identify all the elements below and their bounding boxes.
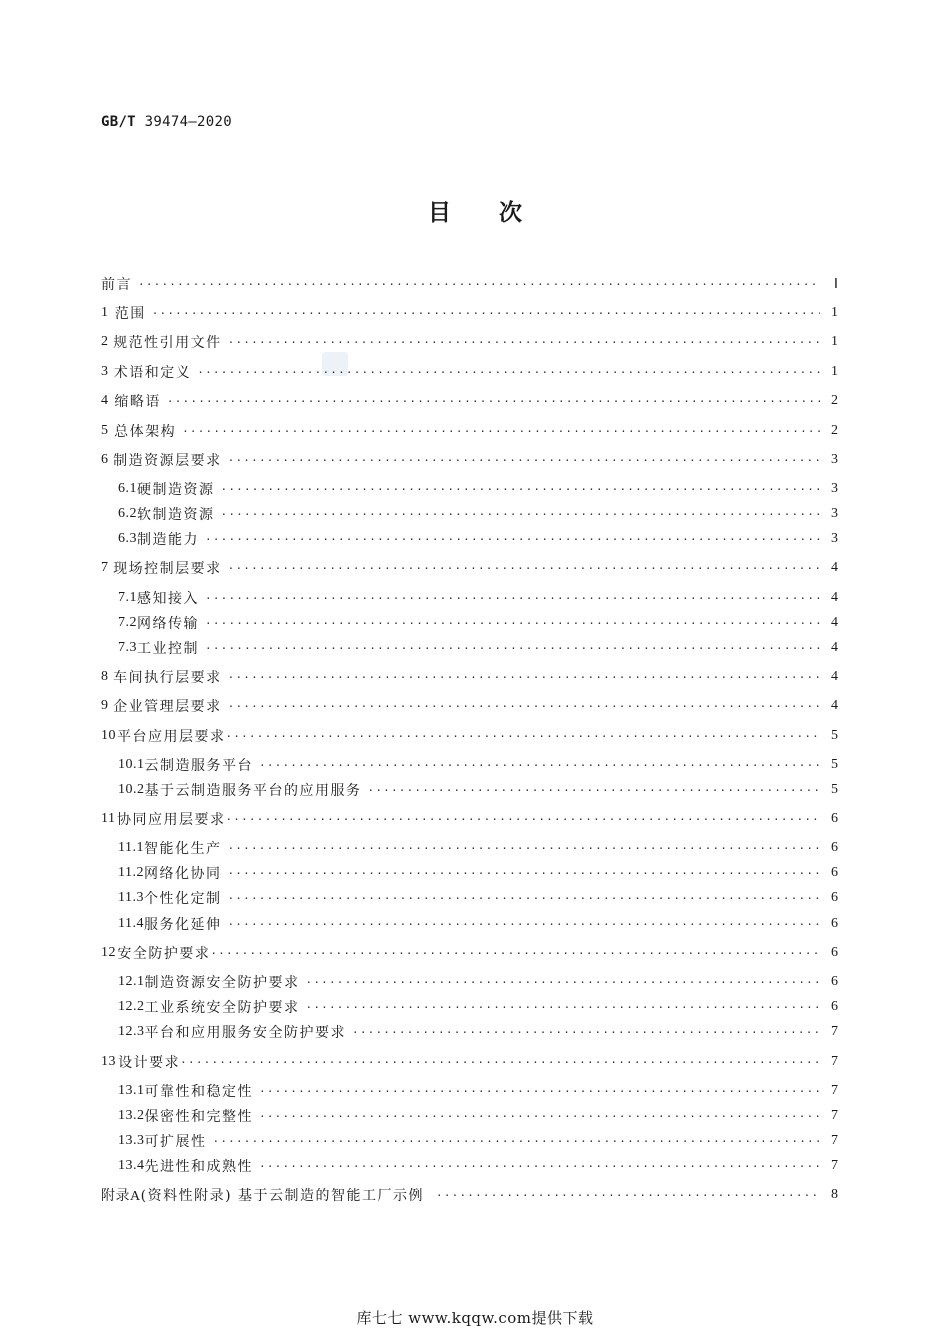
toc-entry-label: 网络化协同 (143, 866, 222, 882)
toc-entry-label: 制造能力 (137, 532, 199, 548)
toc-entry-label: 平台应用层要求 (116, 729, 226, 745)
toc-leader (227, 867, 820, 880)
toc-leader (259, 1110, 820, 1123)
toc-entry-number: 8 (101, 669, 109, 684)
toc-entry-number: 11.1 (118, 840, 144, 855)
toc-entry[interactable] (118, 478, 838, 500)
toc-entry-page: 1 (831, 364, 838, 379)
download-footer: 库七七 www.kqqw.com提供下载 (356, 1309, 594, 1327)
toc-entry-label: (资料性附录) 基于云制造的智能工厂示例 (140, 1188, 424, 1204)
toc-entry[interactable] (101, 695, 838, 717)
toc-entry-label: 硬制造资源 (137, 482, 215, 498)
toc-entry-label: 个性化定制 (143, 891, 222, 907)
toc-entry-label: 范围 (114, 306, 146, 322)
toc-entry-label: 云制造服务平台 (144, 758, 253, 774)
toc-leader (306, 1001, 821, 1014)
toc-entry-number: 3 (101, 364, 109, 379)
toc-entry[interactable] (101, 557, 838, 579)
toc-entry[interactable] (101, 1051, 838, 1073)
toc-entry-page: 1 (831, 334, 838, 349)
toc-entry-page: 5 (831, 782, 838, 797)
toc-entry[interactable] (101, 725, 838, 747)
toc-entry[interactable] (118, 637, 838, 659)
toc-entry-number: 6.3 (118, 531, 137, 546)
toc-leader (197, 366, 820, 379)
toc-leader (182, 425, 820, 438)
toc-entry[interactable] (118, 837, 838, 859)
toc-entry-label: 缩略语 (114, 394, 161, 410)
toc-entry-number: 11.2 (118, 865, 144, 880)
toc-entry[interactable] (118, 1130, 838, 1152)
toc-entry-page: 3 (831, 531, 838, 546)
toc-entry-number: 13.2 (118, 1108, 145, 1123)
toc-entry-page: 2 (831, 393, 838, 408)
toc-entry-label: 可靠性和稳定性 (144, 1084, 253, 1100)
toc-entry-number: 7.3 (118, 640, 137, 655)
toc-leader (227, 892, 820, 905)
toc-entry[interactable] (101, 942, 838, 964)
toc-entry[interactable] (101, 390, 838, 412)
toc-entry-page: 6 (831, 865, 838, 880)
toc-entry-page: 3 (831, 506, 838, 521)
toc-entry-label: 安全防护要求 (117, 946, 211, 962)
toc-entry-number: 5 (101, 423, 109, 438)
toc-entry-page: 6 (831, 999, 838, 1014)
toc-leader (228, 671, 820, 684)
toc-entry-label: 术语和定义 (113, 365, 192, 381)
toc-leader (228, 454, 820, 467)
toc-leader (259, 1160, 820, 1173)
toc-entry[interactable] (118, 1155, 838, 1177)
toc-entry-label: 制造资源安全防护要求 (144, 975, 300, 991)
toc-entry-number: 6.2 (118, 506, 137, 521)
toc-entry-page: 6 (831, 811, 838, 826)
toc-entry-label: 可扩展性 (144, 1134, 207, 1150)
toc-entry-number: 2 (101, 334, 109, 349)
toc-entry-page: 3 (831, 452, 838, 467)
toc-entry[interactable] (118, 913, 838, 935)
toc-entry[interactable] (101, 361, 838, 383)
toc-leader (221, 483, 821, 496)
toc-entry-page: 4 (831, 560, 838, 575)
toc-entry-label: 前言 (101, 277, 132, 293)
toc-leader (228, 336, 820, 349)
toc-entry-number: 11.3 (118, 890, 144, 905)
toc-leader (259, 1085, 820, 1098)
toc-entry[interactable] (118, 996, 838, 1018)
toc-entry-number: 1 (101, 305, 109, 320)
toc-entry-page: 6 (831, 890, 838, 905)
toc-leader (205, 617, 820, 630)
toc-leader (210, 947, 820, 960)
toc-leader (152, 307, 820, 320)
toc-entry-number: 13.1 (118, 1083, 145, 1098)
toc-entry-page: 1 (831, 305, 838, 320)
toc-leader (368, 784, 821, 797)
toc-entry-label: 协同应用层要求 (116, 812, 226, 828)
toc-entry-label: 智能化生产 (143, 841, 222, 857)
toc-entry-page: 2 (831, 423, 838, 438)
toc-leader (259, 759, 820, 772)
toc-entry-number: 7.2 (118, 615, 137, 630)
toc-title: 目次 (428, 200, 570, 226)
toc-entry-label: 软制造资源 (137, 507, 215, 523)
toc-entry-label: 基于云制造服务平台的应用服务 (144, 783, 362, 799)
toc-entry-page: 7 (831, 1108, 838, 1123)
toc-entry-label: 工业控制 (137, 641, 199, 657)
toc-entry-page: 7 (831, 1133, 838, 1148)
toc-entry-number: 4 (101, 393, 109, 408)
toc-entry-label: 设计要求 (118, 1055, 181, 1071)
toc-entry-label: 服务化延伸 (143, 917, 222, 933)
toc-entry[interactable] (118, 779, 838, 801)
toc-entry-page: 5 (831, 728, 838, 743)
toc-entry-label: 总体架构 (114, 424, 177, 440)
toc-entry-page: 6 (831, 916, 838, 931)
toc-leader (225, 813, 820, 826)
toc-entry-number: 13.4 (118, 1158, 145, 1173)
toc-entry-number: 12.1 (118, 974, 145, 989)
toc-entry-annex[interactable] (101, 1184, 838, 1206)
toc-entry[interactable] (118, 503, 838, 525)
toc-entry-label: 工业系统安全防护要求 (144, 1000, 300, 1016)
toc-leader (227, 918, 820, 931)
toc-entry-number: 6.1 (118, 481, 137, 496)
toc-entry-page: 4 (831, 640, 838, 655)
toc-entry[interactable] (118, 754, 838, 776)
toc-leader (205, 642, 820, 655)
toc-leader (138, 278, 820, 291)
toc-entry-label: 企业管理层要求 (113, 699, 222, 715)
toc-entry-page: 7 (831, 1024, 838, 1039)
toc-entry-page: 6 (831, 974, 838, 989)
toc-entry-number: 13 (101, 1054, 116, 1069)
toc-entry-number: 11 (101, 811, 116, 826)
toc-entry-label: 平台和应用服务安全防护要求 (144, 1025, 346, 1041)
toc-entry-number: 10.2 (118, 782, 145, 797)
toc-entry-page: 4 (831, 615, 838, 630)
toc-leader (221, 508, 821, 521)
toc-leader (227, 842, 820, 855)
toc-entry-label: 现场控制层要求 (113, 561, 222, 577)
toc-entry[interactable] (118, 1080, 838, 1102)
standard-code (101, 114, 232, 130)
toc-entry-label: 感知接入 (137, 591, 199, 607)
toc-leader (228, 562, 820, 575)
toc-entry-label: 制造资源层要求 (113, 453, 222, 469)
toc-entry[interactable] (101, 449, 838, 471)
toc-entry-number: 11.4 (118, 916, 144, 931)
toc-entry-label: 规范性引用文件 (113, 335, 222, 351)
toc-entry[interactable] (118, 887, 838, 909)
toc-entry[interactable] (101, 420, 838, 442)
toc-entry[interactable] (101, 808, 838, 830)
standard-number: 39474—2020 (144, 114, 232, 130)
toc-entry-page: 7 (831, 1158, 838, 1173)
toc-entry-page: 6 (831, 840, 838, 855)
toc-entry-page: 3 (831, 481, 838, 496)
toc-entry-page: 4 (831, 698, 838, 713)
toc-entry-number: 7.1 (118, 590, 137, 605)
toc-leader (436, 1189, 820, 1202)
toc-entry[interactable] (101, 331, 838, 353)
toc-leader (180, 1056, 820, 1069)
toc-entry-label: 保密性和完整性 (144, 1109, 253, 1125)
toc-entry[interactable] (118, 612, 838, 634)
toc-entry-label: 网络传输 (137, 616, 199, 632)
toc-entry-number: 13.3 (118, 1133, 145, 1148)
toc-leader (167, 395, 820, 408)
toc-entry-page: 7 (831, 1054, 838, 1069)
toc-entry-label: 车间执行层要求 (113, 670, 222, 686)
toc-entry-number: 附录A (101, 1189, 141, 1204)
toc-entry-number: 7 (101, 560, 109, 575)
toc-entry-number: 6 (101, 452, 109, 467)
toc-leader (352, 1026, 820, 1039)
toc-entry[interactable] (118, 1105, 838, 1127)
toc-leader (306, 976, 821, 989)
toc-entry[interactable] (118, 971, 838, 993)
toc-leader (213, 1135, 821, 1148)
toc-leader (205, 533, 820, 546)
toc-entry-number: 10 (101, 728, 116, 743)
toc-entry[interactable] (101, 302, 838, 324)
toc-entry[interactable] (118, 862, 838, 884)
toc-entry-page: 4 (831, 669, 838, 684)
toc-entry-number: 12.2 (118, 999, 145, 1014)
toc-entry-page: 8 (831, 1187, 838, 1202)
toc-entry[interactable] (118, 587, 838, 609)
toc-entry-label: 先进性和成熟性 (144, 1159, 253, 1175)
toc-entry-page: 6 (831, 945, 838, 960)
toc-entry-page: Ⅰ (833, 276, 838, 292)
standard-prefix: GB/T (101, 114, 136, 130)
toc-leader (228, 700, 820, 713)
toc-entry-number: 10.1 (118, 757, 145, 772)
toc-entry[interactable] (101, 666, 838, 688)
toc-entry[interactable] (101, 273, 838, 295)
toc-entry-number: 9 (101, 698, 109, 713)
toc-leader (205, 592, 820, 605)
toc-entry-page: 4 (831, 590, 838, 605)
toc-entry-page: 5 (831, 757, 838, 772)
toc-entry-number: 12.3 (118, 1024, 145, 1039)
toc-entry-page: 7 (831, 1083, 838, 1098)
toc-entry-number: 12 (101, 945, 116, 960)
toc-entry[interactable] (118, 528, 838, 550)
toc-leader (225, 730, 820, 743)
toc-entry[interactable] (118, 1021, 838, 1043)
